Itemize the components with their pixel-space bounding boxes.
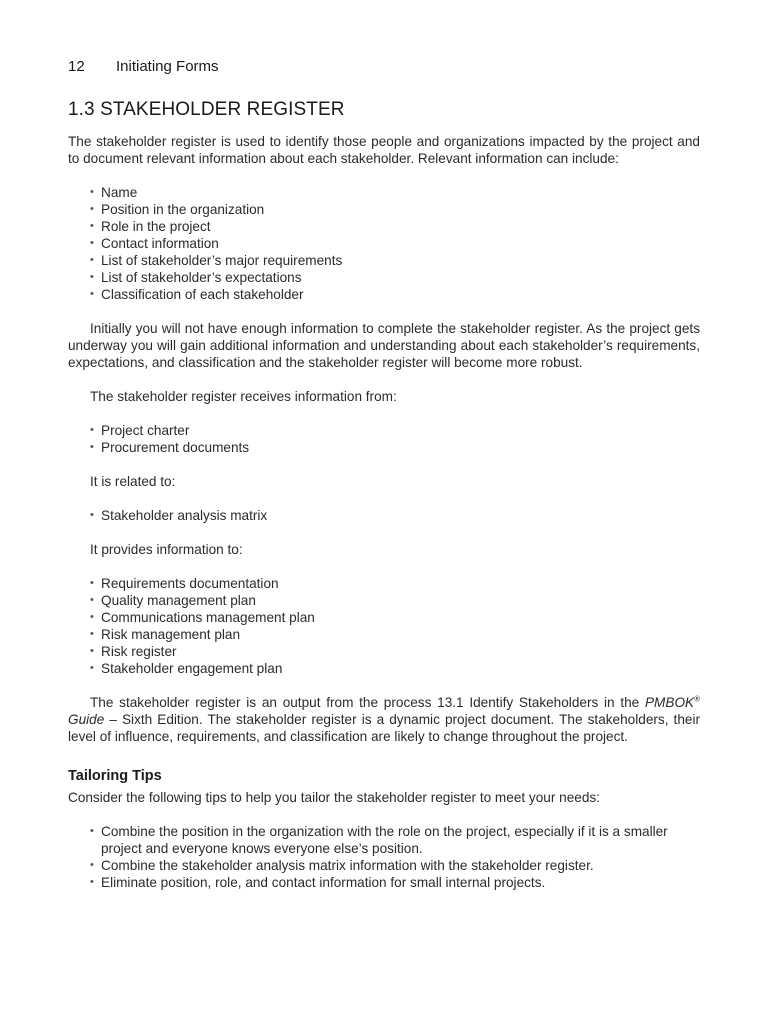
page-number: 12 bbox=[68, 58, 85, 75]
list-item: • Risk register bbox=[90, 643, 700, 660]
list-item: • Combine the position in the organization with the role on the project, especially if it is a smaller project and everyone knows everyone else’s position. bbox=[90, 823, 700, 857]
list-item: • Position in the organization bbox=[90, 201, 700, 218]
related-list bbox=[68, 507, 700, 524]
output-paragraph bbox=[68, 694, 700, 745]
provides-list bbox=[68, 575, 700, 677]
intro-paragraph: The stakeholder register is used to identify those people and organizations impacted by the project and to document relevant information about each stakeholder. Relevant information can include: bbox=[68, 134, 700, 166]
receives-list bbox=[68, 422, 700, 456]
tailoring-intro: Consider the following tips to help you tailor the stakeholder register to meet your needs: bbox=[68, 790, 600, 805]
chapter-title: Initiating Forms bbox=[116, 58, 219, 75]
list-item: • Combine the stakeholder analysis matrix information with the stakeholder register. bbox=[90, 857, 700, 874]
list-item: • Project charter bbox=[90, 422, 700, 439]
guide-italic: Guide bbox=[68, 712, 105, 727]
pmbok-italic: PMBOK bbox=[644, 695, 695, 710]
list-item: • Stakeholder engagement plan bbox=[90, 660, 700, 677]
running-head bbox=[68, 58, 700, 80]
output-text-start: The stakeholder register is an output from the process 13.1 Identify Stakeholders in the bbox=[90, 695, 645, 710]
list-item: • List of stakeholder’s expectations bbox=[90, 269, 700, 286]
tailoring-tips-heading: Tailoring Tips bbox=[68, 768, 162, 784]
list-item: • Contact information bbox=[90, 235, 700, 252]
list-item: • Name bbox=[90, 184, 700, 201]
receives-label: The stakeholder register receives information from: bbox=[90, 389, 397, 404]
list-item: • Procurement documents bbox=[90, 439, 700, 456]
list-item: • Eliminate position, role, and contact information for small internal projects. bbox=[90, 874, 700, 891]
list-item: • Role in the project bbox=[90, 218, 700, 235]
list-item: • Classification of each stakeholder bbox=[90, 286, 700, 303]
list-item: • Communications management plan bbox=[90, 609, 700, 626]
initially-paragraph: Initially you will not have enough information to complete the stakeholder register. As the project gets underway you will gain additional information and understanding about each stakeholder’s requirements, expectations, and classification and the stakeholder register will become more robust. bbox=[68, 321, 700, 370]
output-text-end: – Sixth Edition. The stakeholder register is a dynamic project document. The stakeholders, their level of influence, requirements, and classification are likely to change throughout the project. bbox=[68, 712, 700, 744]
related-label: It is related to: bbox=[90, 474, 176, 489]
list-item: • Requirements documentation bbox=[90, 575, 700, 592]
list-item: • Risk management plan bbox=[90, 626, 700, 643]
list-item: • List of stakeholder’s major requirements bbox=[90, 252, 700, 269]
provides-label: It provides information to: bbox=[90, 542, 243, 557]
page bbox=[68, 58, 700, 891]
tailoring-list bbox=[68, 823, 700, 891]
registered-mark: ® bbox=[694, 694, 700, 704]
section-title: 1.3 STAKEHOLDER REGISTER bbox=[68, 99, 345, 120]
info-list bbox=[68, 184, 700, 303]
list-item: • Stakeholder analysis matrix bbox=[90, 507, 700, 524]
list-item: • Quality management plan bbox=[90, 592, 700, 609]
